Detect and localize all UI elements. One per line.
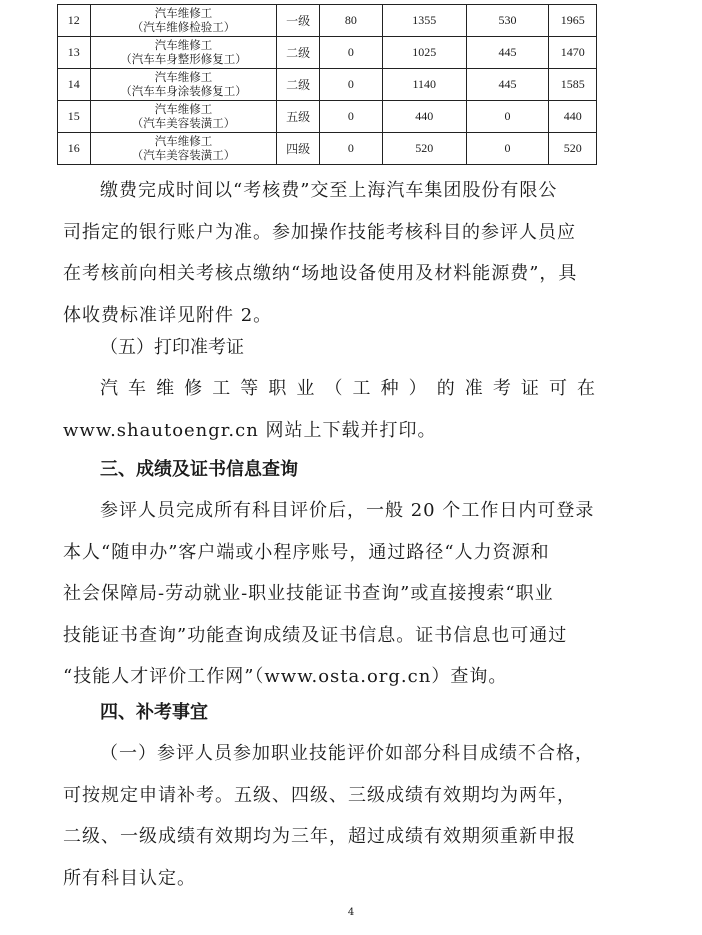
paragraph-line: 缴费完成时间以“考核费”交至上海汽车集团股份有限公 [100, 180, 558, 201]
fee-cell: 440 [382, 101, 466, 133]
paragraph-admission-ticket [63, 368, 595, 451]
fee-cell: 1355 [382, 5, 466, 37]
paragraph-line: 二级、一级成绩有效期均为三年，超过成绩有效期须重新申报 [63, 826, 576, 848]
level-cell: 二级 [277, 37, 319, 69]
fee-cell: 0 [466, 133, 549, 165]
occupation-subtype: （汽车美容装潢工） [131, 149, 236, 162]
paragraph-line: 本人“随申办”客户端或小程序账号，通过路径“人力资源和 [63, 541, 550, 563]
total-fee-cell: 440 [549, 101, 597, 133]
paragraph-line: 司指定的银行账户为准。参加操作技能考核科目的参评人员应 [63, 221, 576, 243]
paragraph-line: 技能证书查询”功能查询成绩及证书信息。证书信息也可通过 [63, 624, 568, 646]
row-number-cell: 15 [58, 101, 91, 133]
fee-table [57, 4, 597, 165]
occupation-cell [90, 101, 277, 133]
fee-cell: 0 [319, 37, 382, 69]
paragraph-line: 社会保障局-劳动就业-职业技能证书查询”或直接搜索“职业 [63, 583, 554, 605]
total-fee-cell: 1965 [549, 5, 597, 37]
paragraph-line: （一）参评人员参加职业技能评价如部分科目成绩不合格， [100, 743, 594, 764]
paragraph-payment [63, 170, 595, 336]
section-heading-retest: 四、补考事宜 [100, 702, 208, 723]
paragraph-line: 参评人员完成所有科目评价后，一般 20 个工作日内可登录 [100, 500, 595, 521]
level-cell: 四级 [277, 133, 319, 165]
table-row [58, 37, 597, 69]
paragraph-line: 可按规定申请补考。五级、四级、三级成绩有效期均为两年， [63, 784, 576, 806]
occupation-cell [90, 69, 277, 101]
fee-cell: 1140 [382, 69, 466, 101]
level-cell: 二级 [277, 69, 319, 101]
row-number-cell: 16 [58, 133, 91, 165]
occupation-name: 汽车维修工 [154, 39, 213, 52]
occupation-subtype: （汽车美容装潢工） [131, 117, 236, 130]
total-fee-cell: 1470 [549, 37, 597, 69]
fee-cell: 445 [466, 37, 549, 69]
paragraph-line: 汽车维修工等职业（工种）的准考证可在 [100, 378, 595, 399]
table-row [58, 133, 597, 165]
section-heading-print-ticket: （五）打印准考证 [100, 337, 244, 358]
row-number-cell: 12 [58, 5, 91, 37]
fee-cell: 530 [466, 5, 549, 37]
level-cell: 五级 [277, 101, 319, 133]
fee-cell: 0 [319, 69, 382, 101]
section-heading-results-query: 三、成绩及证书信息查询 [100, 459, 298, 480]
occupation-subtype: （汽车维修检验工） [131, 21, 236, 34]
paragraph-results-query [63, 490, 595, 698]
occupation-cell [90, 37, 277, 69]
table-row [58, 5, 597, 37]
paragraph-retest [63, 733, 595, 899]
paragraph-line: 所有科目认定。 [63, 867, 196, 889]
occupation-cell [90, 5, 277, 37]
occupation-cell [90, 133, 277, 165]
paragraph-line: 在考核前向相关考核点缴纳“场地设备使用及材料能源费”，具 [63, 263, 578, 285]
paragraph-line: “技能人才评价工作网”（www.osta.org.cn）查询。 [63, 666, 508, 688]
paragraph-line: www.shautoengr.cn 网站上下载并打印。 [63, 419, 437, 441]
row-number-cell: 13 [58, 37, 91, 69]
occupation-name: 汽车维修工 [154, 7, 213, 20]
fee-cell: 520 [382, 133, 466, 165]
occupation-name: 汽车维修工 [154, 103, 213, 116]
row-number-cell: 14 [58, 69, 91, 101]
fee-cell: 0 [319, 101, 382, 133]
page-number: 4 [347, 907, 355, 918]
occupation-subtype: （汽车车身整形修复工） [120, 53, 247, 66]
occupation-subtype: （汽车车身涂装修复工） [120, 85, 247, 98]
fee-cell: 445 [466, 69, 549, 101]
total-fee-cell: 1585 [549, 69, 597, 101]
paragraph-line: 体收费标准详见附件 2。 [63, 304, 273, 326]
fee-cell: 80 [319, 5, 382, 37]
fee-cell: 0 [466, 101, 549, 133]
occupation-name: 汽车维修工 [154, 71, 213, 84]
fee-cell: 0 [319, 133, 382, 165]
fee-cell: 1025 [382, 37, 466, 69]
total-fee-cell: 520 [549, 133, 597, 165]
occupation-name: 汽车维修工 [154, 135, 213, 148]
level-cell: 一级 [277, 5, 319, 37]
table-row [58, 101, 597, 133]
table-row [58, 69, 597, 101]
